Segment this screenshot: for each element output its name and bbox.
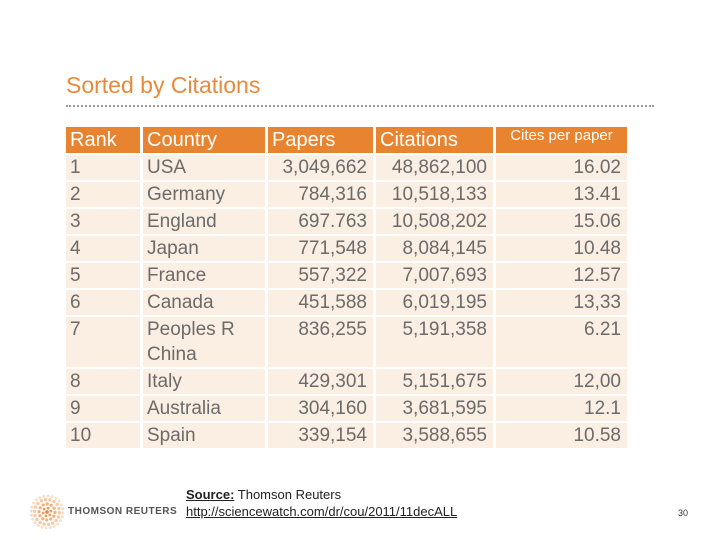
cell-cites-per-paper: 10.48 <box>496 236 627 261</box>
cell-rank: 9 <box>66 396 140 421</box>
cell-cites-per-paper: 12,00 <box>496 369 627 394</box>
header-country: Country <box>143 127 265 153</box>
cell-citations: 8,084,145 <box>376 236 493 261</box>
table-row <box>66 236 627 261</box>
source-name: Thomson Reuters <box>234 487 342 502</box>
cell-country: Australia <box>143 396 265 421</box>
table-row <box>66 263 627 288</box>
cell-cites-per-paper: 6.21 <box>496 317 627 367</box>
cell-citations: 7,007,693 <box>376 263 493 288</box>
cell-citations: 10,518,133 <box>376 182 493 207</box>
header-cites-per-paper: Cites per paper <box>496 127 627 153</box>
cell-rank: 4 <box>66 236 140 261</box>
header-citations: Citations <box>376 127 493 153</box>
cell-papers: 451,588 <box>268 290 373 315</box>
cell-papers: 771,548 <box>268 236 373 261</box>
slide-title: Sorted by Citations <box>66 72 261 98</box>
cell-papers: 429,301 <box>268 369 373 394</box>
cell-citations: 5,151,675 <box>376 369 493 394</box>
cell-rank: 1 <box>66 155 140 180</box>
cell-cites-per-paper: 13,33 <box>496 290 627 315</box>
cell-papers: 697.763 <box>268 209 373 234</box>
cell-country: Japan <box>143 236 265 261</box>
cell-papers: 836,255 <box>268 317 373 367</box>
cell-citations: 10,508,202 <box>376 209 493 234</box>
cell-cites-per-paper: 10.58 <box>496 423 627 448</box>
cell-papers: 784,316 <box>268 182 373 207</box>
source-url-link[interactable]: http://sciencewatch.com/dr/cou/2011/11decALL <box>186 504 458 519</box>
cell-cites-per-paper: 16.02 <box>496 155 627 180</box>
cell-country: USA <box>143 155 265 180</box>
cell-cites-per-paper: 12.1 <box>496 396 627 421</box>
cell-cites-per-paper: 13.41 <box>496 182 627 207</box>
table-row <box>66 182 627 207</box>
cell-rank: 2 <box>66 182 140 207</box>
table-row <box>66 317 627 367</box>
citations-table <box>63 125 630 450</box>
cell-country: Canada <box>143 290 265 315</box>
cell-papers: 557,322 <box>268 263 373 288</box>
header-rank: Rank <box>66 127 140 153</box>
cell-country: England <box>143 209 265 234</box>
cell-rank: 10 <box>66 423 140 448</box>
page-number: 30 <box>678 508 689 518</box>
table-row <box>66 290 627 315</box>
table-row <box>66 155 627 180</box>
thomson-reuters-logo-icon <box>30 495 64 529</box>
cell-papers: 339,154 <box>268 423 373 448</box>
cell-papers: 3,049,662 <box>268 155 373 180</box>
table-row <box>66 209 627 234</box>
cell-cites-per-paper: 12.57 <box>496 263 627 288</box>
cell-cites-per-paper: 15.06 <box>496 209 627 234</box>
source-label: Source: <box>186 487 235 502</box>
cell-citations: 6,019,195 <box>376 290 493 315</box>
logo-text: THOMSON REUTERS <box>68 506 178 517</box>
table-row <box>66 396 627 421</box>
cell-citations: 48,862,100 <box>376 155 493 180</box>
cell-rank: 3 <box>66 209 140 234</box>
cell-rank: 8 <box>66 369 140 394</box>
title-divider <box>66 105 654 107</box>
cell-citations: 3,588,655 <box>376 423 493 448</box>
table-header-row <box>66 127 627 153</box>
cell-country: Italy <box>143 369 265 394</box>
cell-country: Spain <box>143 423 265 448</box>
cell-rank: 5 <box>66 263 140 288</box>
cell-papers: 304,160 <box>268 396 373 421</box>
cell-country: Peoples R China <box>143 317 265 367</box>
table-row <box>66 423 627 448</box>
cell-rank: 6 <box>66 290 140 315</box>
cell-rank: 7 <box>66 317 140 367</box>
cell-citations: 3,681,595 <box>376 396 493 421</box>
cell-country: France <box>143 263 265 288</box>
table-row <box>66 369 627 394</box>
cell-country: Germany <box>143 182 265 207</box>
header-papers: Papers <box>268 127 373 153</box>
source-citation <box>186 486 457 520</box>
cell-citations: 5,191,358 <box>376 317 493 367</box>
table-body <box>66 155 627 448</box>
